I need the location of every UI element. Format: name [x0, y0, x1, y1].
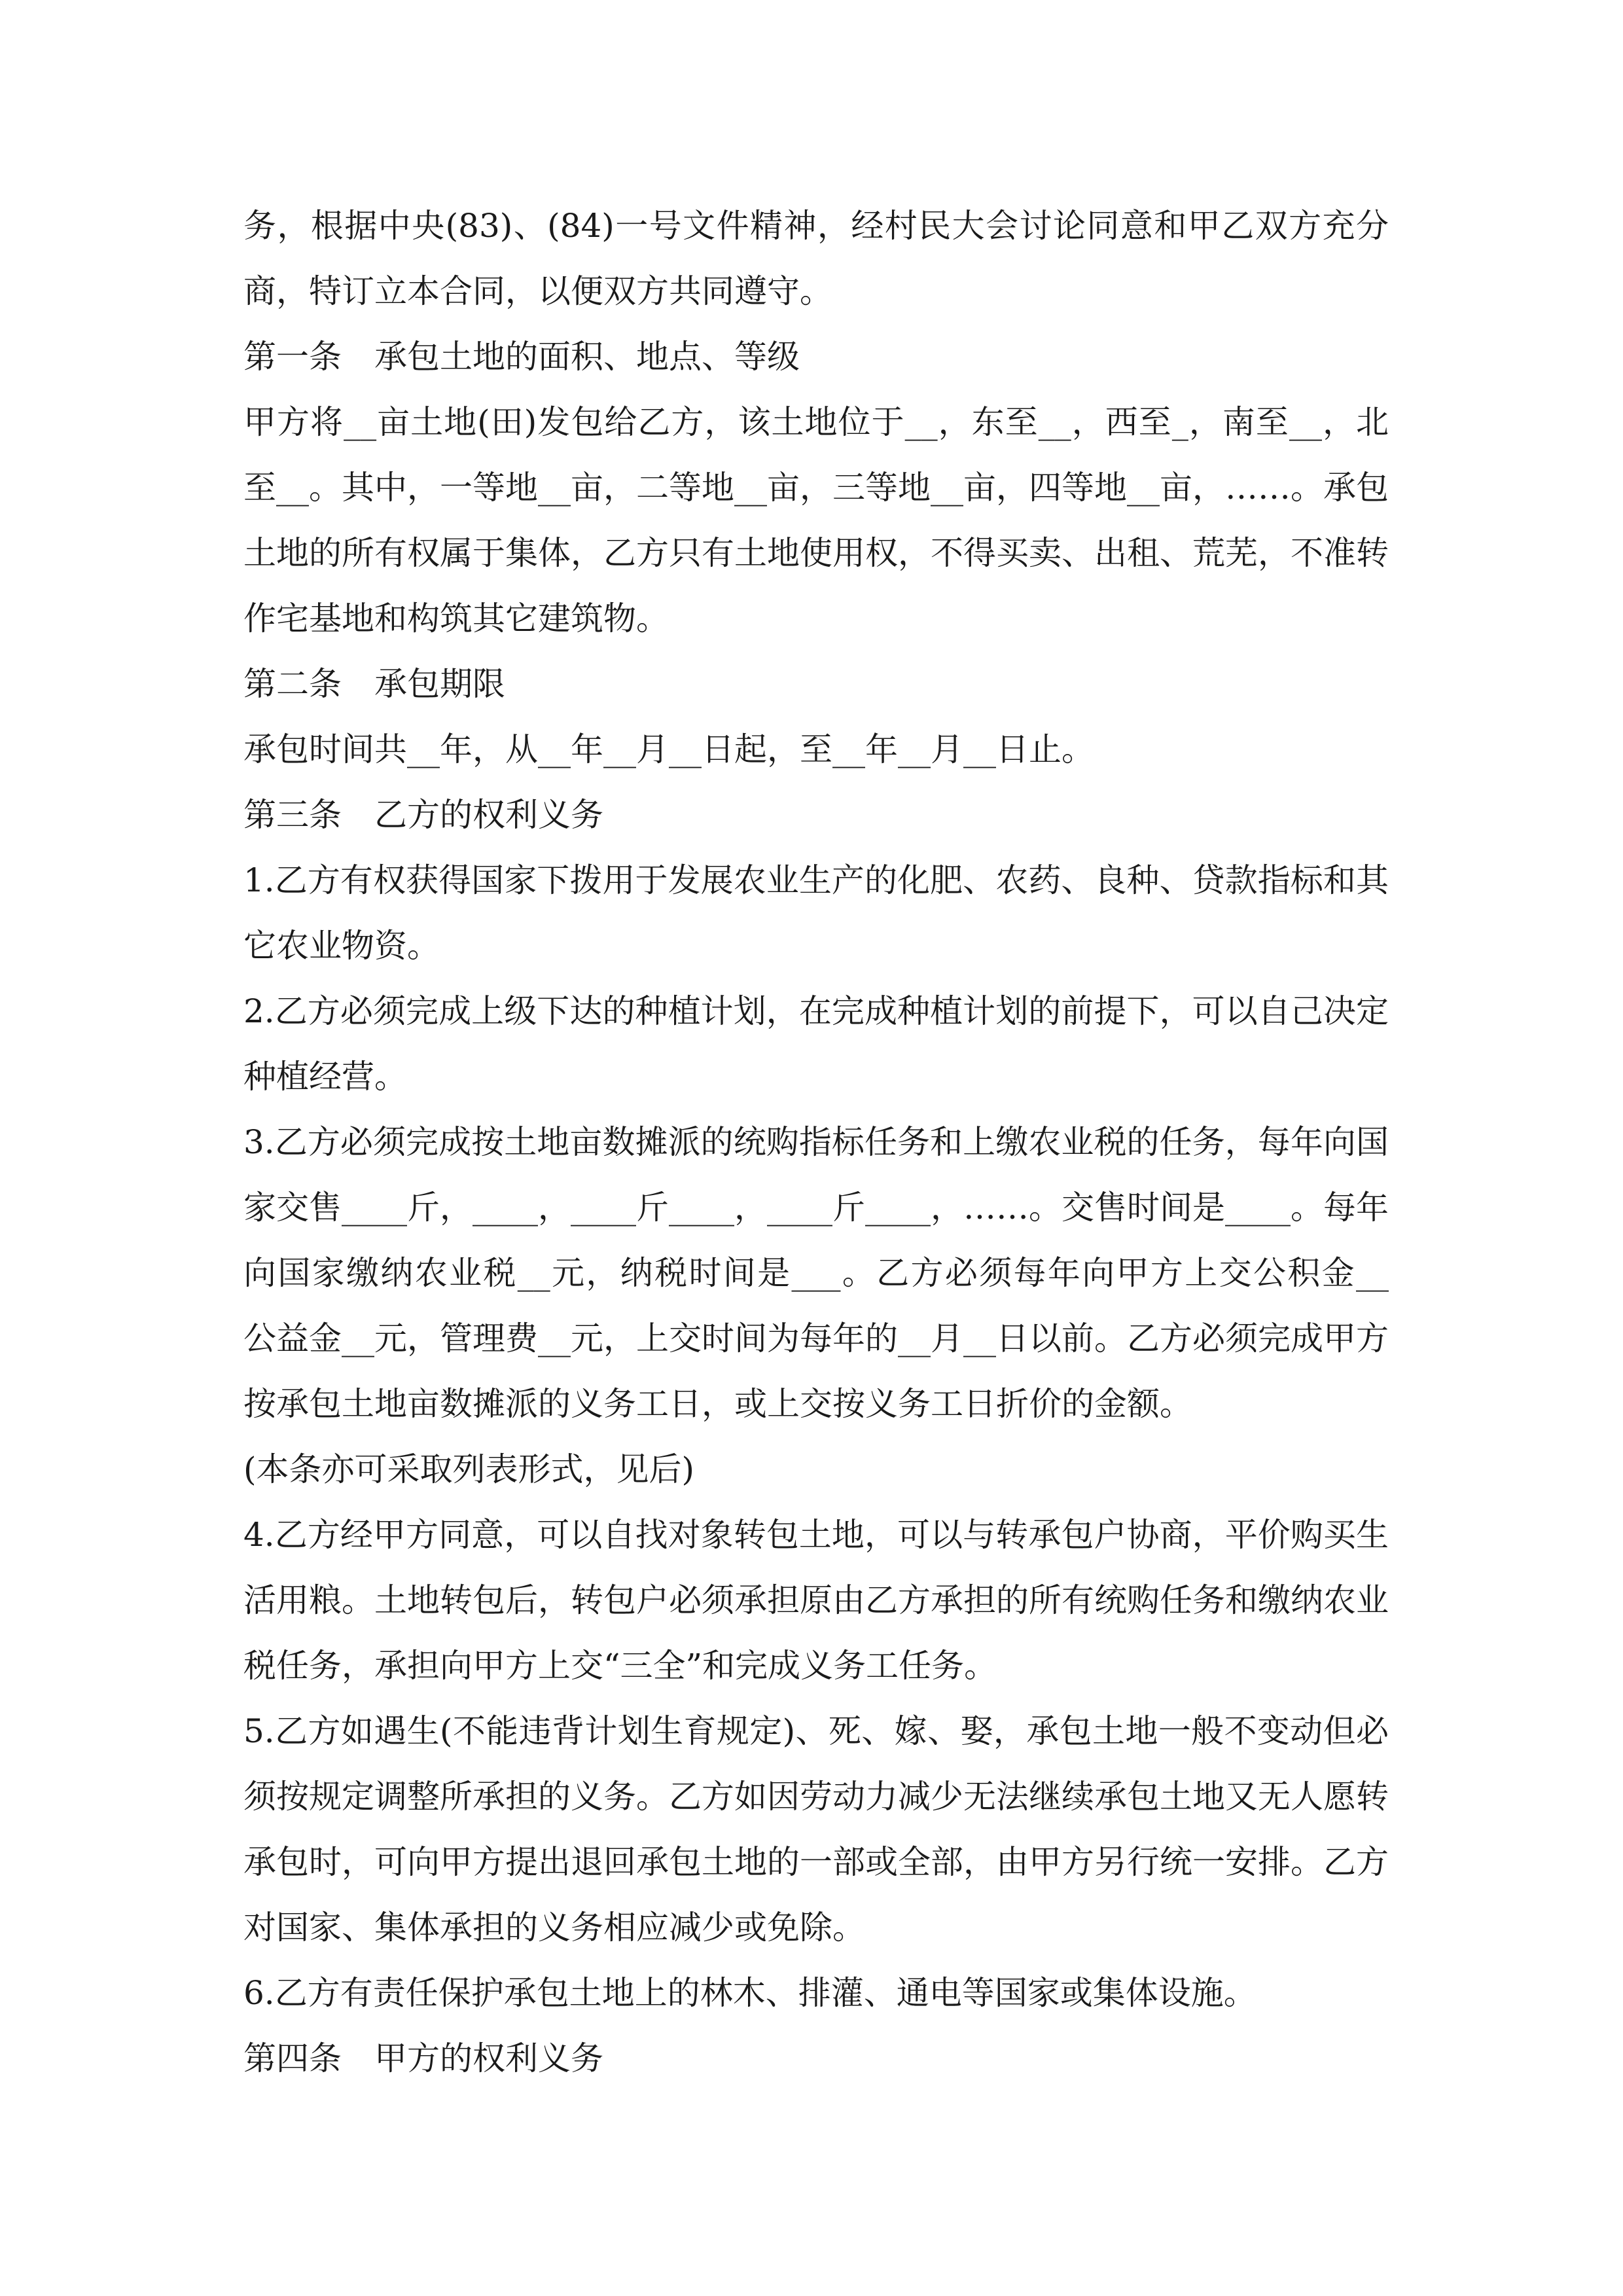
text-line: 承包时，可向甲方提出退回承包土地的一部或全部，由甲方另行统一安排。乙方: [243, 1843, 1389, 1881]
text-line: 甲方将__亩土地(田)发包给乙方，该土地位于__，东至__，西至_，南至__，北: [243, 403, 1389, 441]
text-line: 1.乙方有权获得国家下拨用于发展农业生产的化肥、农药、良种、贷款指标和其: [243, 861, 1389, 899]
text-line: 土地的所有权属于集体，乙方只有土地使用权，不得买卖、出租、荒芜，不准转: [243, 534, 1389, 572]
article-heading: 第一条 承包土地的面积、地点、等级: [243, 338, 800, 376]
text-line: 它农业物资。: [243, 927, 440, 965]
text-line: 务，根据中央(83)、(84)一号文件精神，经村民大会讨论同意和甲乙双方充分: [243, 207, 1389, 245]
text-line: 须按规定调整所承担的义务。乙方如因劳动力减少无法继续承包土地又无人愿转: [243, 1778, 1389, 1816]
text-line: (本条亦可采取列表形式，见后): [243, 1450, 695, 1488]
text-line: 3.乙方必须完成按土地亩数摊派的统购指标任务和上缴农业税的任务，每年向国: [243, 1123, 1389, 1161]
text-line: 至__。其中，一等地__亩，二等地__亩，三等地__亩，四等地__亩，……。承包: [243, 469, 1389, 507]
text-line: 2.乙方必须完成上级下达的种植计划，在完成种植计划的前提下，可以自己决定: [243, 992, 1389, 1030]
text-line: 6.乙方有责任保护承包土地上的林木、排灌、通电等国家或集体设施。: [243, 1974, 1257, 2012]
text-line: 对国家、集体承担的义务相应减少或免除。: [243, 1909, 865, 1946]
text-line: 作宅基地和构筑其它建筑物。: [243, 600, 669, 637]
text-line: 向国家缴纳农业税__元，纳税时间是___。乙方必须每年向甲方上交公积金__: [243, 1254, 1389, 1292]
text-line: 5.乙方如遇生(不能违背计划生育规定)、死、嫁、娶，承包土地一般不变动但必: [243, 1712, 1389, 1750]
text-line: 家交售____斤，____，____斤____，____斤____，……。交售时间是____。每年: [243, 1189, 1389, 1227]
text-line: 按承包土地亩数摊派的义务工日，或上交按义务工日折价的金额。: [243, 1385, 1192, 1423]
text-line: 公益金__元，管理费__元，上交时间为每年的__月__日以前。乙方必须完成甲方: [243, 1319, 1389, 1357]
text-line: 承包时间共__年，从__年__月__日起，至__年__月__日止。: [243, 730, 1094, 768]
text-line: 商，特订立本合同，以便双方共同遵守。: [243, 272, 832, 310]
text-line: 税任务，承担向甲方上交“三全”和完成义务工任务。: [243, 1647, 997, 1685]
text-line: 4.乙方经甲方同意，可以自找对象转包土地，可以与转承包户协商，平价购买生: [243, 1516, 1389, 1554]
text-line: 活用粮。土地转包后，转包户必须承担原由乙方承担的所有统购任务和缴纳农业: [243, 1581, 1389, 1619]
text-line: 种植经营。: [243, 1058, 407, 1096]
article-heading: 第二条 承包期限: [243, 665, 505, 703]
article-heading: 第三条 乙方的权利义务: [243, 796, 603, 834]
document-body: [243, 193, 1389, 2091]
article-heading: 第四条 甲方的权利义务: [243, 2039, 603, 2077]
